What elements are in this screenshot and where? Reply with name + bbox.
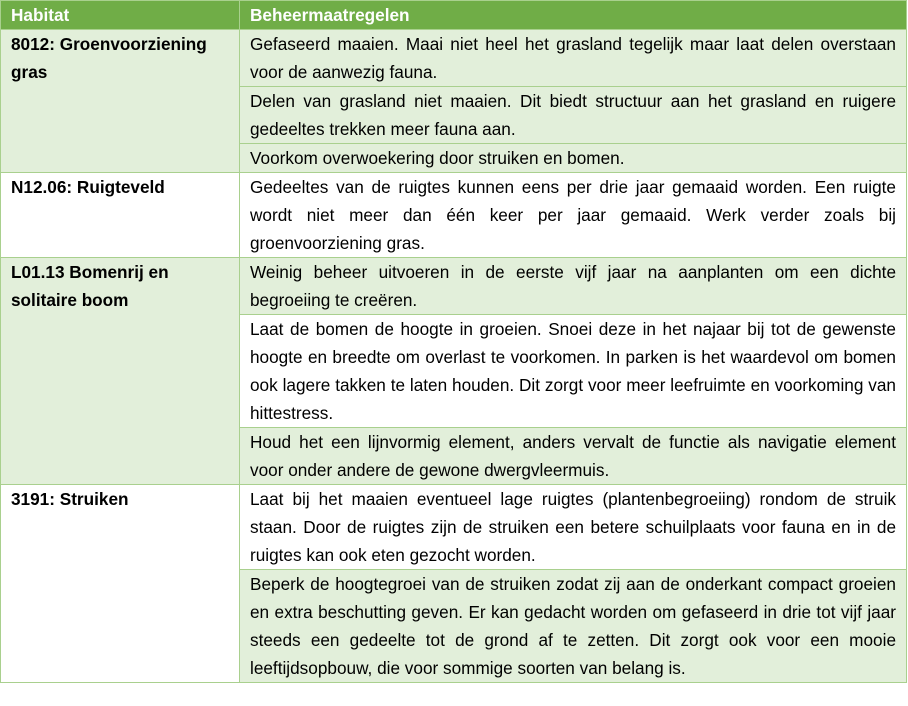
table-row — [1, 258, 907, 315]
habitat-cell: N12.06: Ruigteveld — [1, 173, 240, 258]
measure-cell: Gedeeltes van de ruigtes kunnen eens per drie jaar gemaaid worden. Een ruigte wordt niet meer dan één keer per jaar gemaaid. Werk verder zoals bij groenvoorziening gras. — [240, 173, 907, 258]
habitat-cell: L01.13 Bomenrij en solitaire boom — [1, 258, 240, 485]
habitat-cell: 3191: Struiken — [1, 485, 240, 683]
table-row — [1, 30, 907, 87]
measure-cell: Laat bij het maaien eventueel lage ruigtes (plantenbegroeiing) rondom de struik staan. Door de ruigtes zijn de struiken een betere schuilplaats voor fauna en in de ruigtes kan ook eten gezocht worden. — [240, 485, 907, 570]
header-row — [1, 1, 907, 30]
measure-cell: Beperk de hoogtegroei van de struiken zodat zij aan de onderkant compact groeien en extra beschutting geven. Er kan gedacht worden om gefaseerd in drie tot vijf jaar steeds een gedeelte tot de grond af te zetten. Dit zorgt ook voor een mooie leeftijdsopbouw, die voor sommige soorten van belang is. — [240, 570, 907, 683]
measure-cell: Delen van grasland niet maaien. Dit biedt structuur aan het grasland en ruigere gedeeltes trekken meer fauna aan. — [240, 87, 907, 144]
habitat-column-header: Habitat — [1, 1, 240, 30]
measure-cell: Weinig beheer uitvoeren in de eerste vijf jaar na aanplanten om een dichte begroeiing te creëren. — [240, 258, 907, 315]
table-row — [1, 485, 907, 570]
table-row — [1, 173, 907, 258]
measure-cell: Gefaseerd maaien. Maai niet heel het grasland tegelijk maar laat delen overstaan voor de aanwezig fauna. — [240, 30, 907, 87]
habitat-cell: 8012: Groenvoorziening gras — [1, 30, 240, 173]
measure-cell: Laat de bomen de hoogte in groeien. Snoei deze in het najaar bij tot de gewenste hoogte en breedte om overlast te voorkomen. In parken is het waardevol om bomen ook lagere takken te laten houden. Dit zorgt voor meer leefruimte en voorkoming van hittestress. — [240, 315, 907, 428]
measures-column-header: Beheermaatregelen — [240, 1, 907, 30]
measure-cell: Houd het een lijnvormig element, anders vervalt de functie als navigatie element voor onder andere de gewone dwergvleermuis. — [240, 428, 907, 485]
measure-cell: Voorkom overwoekering door struiken en bomen. — [240, 144, 907, 173]
